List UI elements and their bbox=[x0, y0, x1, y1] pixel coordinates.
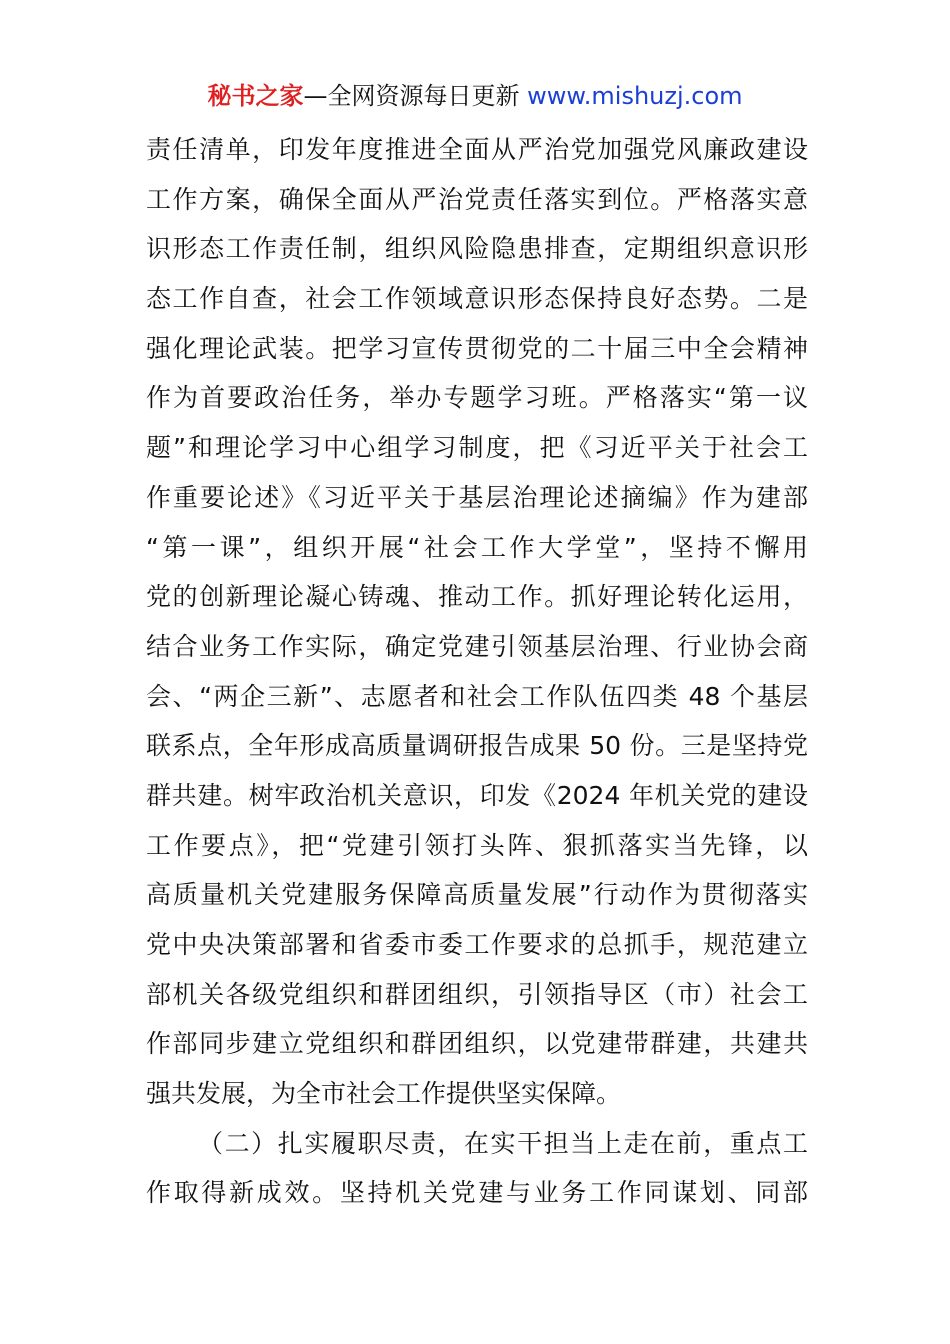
text-line: 题”和理论学习中心组学习制度，把《习近平关于社会工 bbox=[146, 433, 808, 463]
text-line: 群共建。树牢政治机关意识，印发《2024 年机关党的建设 bbox=[146, 780, 808, 810]
text-line: 工作要点》，把“党建引领打头阵、狠抓落实当先锋，以 bbox=[146, 830, 808, 860]
text-line: 作重要论述》《习近平关于基层治理论述摘编》作为建部 bbox=[146, 482, 808, 512]
text-line: 作部同步建立党组织和群团组织，以党建带群建，共建共 bbox=[146, 1029, 808, 1059]
header-brand: 秘书之家 bbox=[207, 82, 304, 110]
text-line: 态工作自查，社会工作领域意识形态保持良好态势。二是 bbox=[146, 284, 808, 314]
text-line: 工作方案，确保全面从严治党责任落实到位。严格落实意 bbox=[146, 184, 808, 214]
header-site-link[interactable]: www.mishuzj.com bbox=[519, 82, 743, 110]
text-line: 强化理论武装。把学习宣传贯彻党的二十届三中全会精神 bbox=[146, 333, 808, 363]
paragraph-end-line: 强共发展，为全市社会工作提供坚实保障。 bbox=[146, 1079, 622, 1109]
section-heading-line: （二）扎实履职尽责，在实干担当上走在前，重点工 bbox=[198, 1128, 808, 1158]
watermark-header bbox=[0, 78, 950, 114]
text-line: 联系点，全年形成高质量调研报告成果 50 份。三是坚持党 bbox=[146, 731, 808, 761]
text-line: 党的创新理论凝心铸魂、推动工作。抓好理论转化运用， bbox=[146, 582, 808, 612]
text-line: 结合业务工作实际，确定党建引领基层治理、行业协会商 bbox=[146, 631, 808, 661]
text-line: “第一课”，组织开展“社会工作大学堂”，坚持不懈用 bbox=[146, 532, 808, 562]
text-line: 党中央决策部署和省委市委工作要求的总抓手，规范建立 bbox=[146, 930, 808, 959]
text-line: 责任清单，印发年度推进全面从严治党加强党风廉政建设 bbox=[146, 135, 808, 164]
header-tagline: —全网资源每日更新 bbox=[303, 82, 520, 110]
text-line: 部机关各级党组织和群团组织，引领指导区（市）社会工 bbox=[146, 979, 808, 1009]
text-line: 会、“两企三新”、志愿者和社会工作队伍四类 48 个基层 bbox=[146, 681, 808, 711]
document-body bbox=[146, 125, 808, 1218]
text-line: 作为首要政治任务，举办专题学习班。严格落实“第一议 bbox=[146, 383, 808, 413]
text-line: 识形态工作责任制，组织风险隐患排查，定期组织意识形 bbox=[146, 234, 808, 264]
text-line: 作取得新成效。坚持机关党建与业务工作同谋划、同部 bbox=[146, 1178, 808, 1208]
text-line: 高质量机关党建服务保障高质量发展”行动作为贯彻落实 bbox=[146, 880, 808, 910]
